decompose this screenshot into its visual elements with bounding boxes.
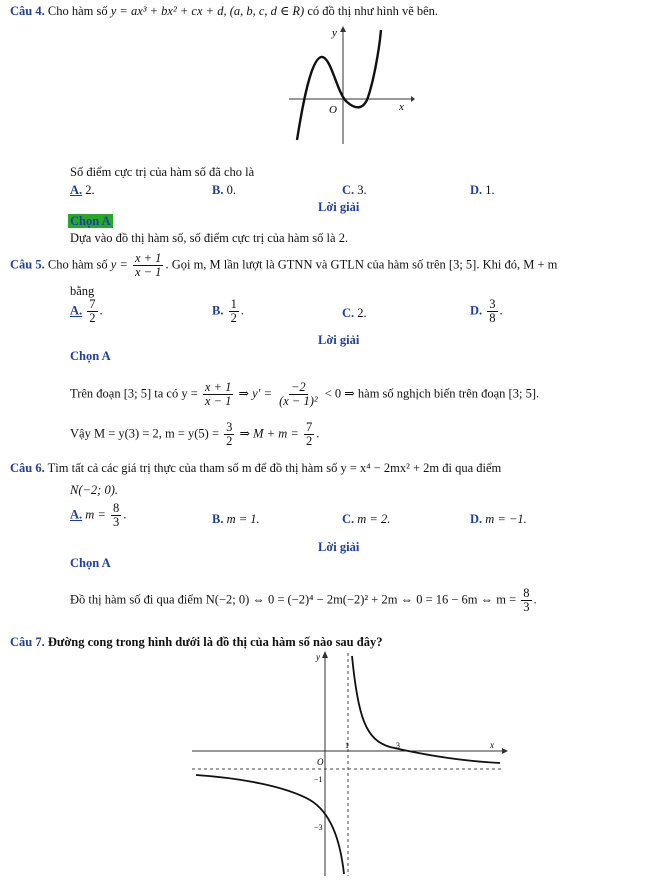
q4-option-b-letter: B. — [212, 183, 224, 197]
q6-line-fraction — [521, 587, 531, 614]
q5-option-d-den: 8 — [489, 311, 496, 326]
q5-func-den: x − 1 — [134, 265, 162, 280]
q4-cubic-curve — [297, 30, 381, 140]
q5-label: Câu 5. — [10, 257, 45, 272]
q6-option-c-value: m = 2. — [357, 512, 391, 526]
q4-option-b-value: 0. — [226, 183, 236, 197]
q4-explain: Dựa vào đồ thị hàm số, số điểm cực trị của hàm số là 2. — [70, 231, 349, 245]
q7-right-branch — [352, 656, 500, 763]
q5-option-a-fraction — [87, 298, 97, 325]
q6-option-d-letter: D. — [470, 512, 483, 526]
q5-line2-num: 3 — [226, 420, 233, 434]
q4-option-b[interactable] — [212, 183, 236, 198]
q5-line1-b: ⇒ y′ = — [238, 386, 272, 401]
q5-line2 — [70, 421, 319, 448]
q6-option-a-letter: A. — [70, 507, 83, 522]
q5-option-d-letter: D. — [470, 303, 483, 318]
q4-option-a-letter: A. — [70, 183, 83, 197]
q6-option-b-letter: B. — [212, 512, 224, 526]
q4-cubic-graph — [285, 22, 415, 147]
q5-line1-c: < 0 ⇒ hàm số nghịch biến trên đoạn [3; 5]. — [324, 386, 540, 401]
q4-answer — [68, 214, 113, 229]
q6-option-a[interactable]: A. m = $\frac{8}{3}$ . — [70, 501, 127, 530]
q5-line1-num: x + 1 — [204, 380, 232, 394]
q5-option-a-letter: A. — [70, 303, 83, 318]
q4-option-c[interactable] — [342, 183, 367, 198]
q4-y-arrow — [340, 26, 346, 32]
q5-option-b-num: 1 — [230, 297, 237, 311]
q4-axis-y: y — [332, 27, 337, 39]
q5-line1-fraction — [203, 381, 233, 408]
q7-y-arrow — [322, 651, 328, 658]
q7-tick-3: 3 — [396, 741, 400, 750]
q6-line-den: 3 — [523, 600, 530, 615]
q5-line2-b: ⇒ M + m = — [239, 426, 299, 441]
q5-option-b-den: 2 — [230, 311, 237, 326]
q6-line-a: Đồ thị hàm số đi qua điểm N(−2; 0) ⇔ 0 = (−2)⁴ − 2m(−2)² + 2m ⇔ 0 = 16 − 6m ⇔ m = — [70, 592, 517, 607]
q6-line — [70, 587, 537, 614]
q6-option-b-value: m = 1. — [226, 512, 260, 526]
q6-option-c[interactable] — [342, 512, 390, 527]
q5-option-c-value: 2. — [357, 306, 367, 320]
q6-option-a-fraction — [111, 502, 121, 529]
q6-option-d-value: m = −1. — [485, 512, 527, 526]
q7-hyperbola-graph — [190, 648, 510, 878]
q4-header — [10, 3, 438, 19]
q4-option-a[interactable] — [70, 183, 95, 198]
q5-header — [10, 252, 557, 279]
q6-answer: Chọn A — [70, 556, 111, 570]
q4-prompt: Số điểm cực trị của hàm số đã cho là — [70, 165, 255, 179]
q4-option-c-letter: C. — [342, 183, 355, 197]
q4-option-d-value: 1. — [485, 183, 495, 197]
q4-axis-x: x — [399, 101, 404, 113]
q5-option-d-num: 3 — [489, 297, 496, 311]
q5-line2-den: 2 — [226, 434, 233, 449]
q6-option-a-den: 3 — [113, 515, 120, 530]
q4-text-a: Cho hàm số — [47, 4, 108, 18]
q5-func-fraction — [133, 252, 163, 279]
q5-line1 — [70, 381, 539, 408]
q5-line2-a: Vậy M = y(3) = 2, m = y(5) = — [70, 426, 220, 441]
q5-line2-num2: 7 — [305, 420, 313, 434]
q5-option-a-den: 2 — [89, 311, 96, 326]
q4-option-c-value: 3. — [357, 183, 367, 197]
q5-option-d[interactable]: D. $\frac{3}{8}$ . — [470, 297, 503, 326]
q7-tick-1: 1 — [345, 741, 349, 750]
q5-line2-end: . — [316, 426, 320, 441]
q4-func: y = ax³ + bx² + cx + d — [110, 4, 224, 18]
q6-option-a-lhs: m = — [85, 507, 106, 522]
q7-label: Câu 7. — [10, 635, 45, 649]
q4-cond: , (a, b, c, d ∈ R) — [223, 4, 305, 18]
q6-header — [10, 461, 501, 476]
q5-option-a-num: 7 — [89, 297, 96, 311]
q7-axis-x: x — [490, 740, 494, 750]
q4-origin: O — [329, 104, 337, 116]
q5-line2-fraction2 — [304, 421, 314, 448]
q5-line1-fraction2 — [277, 381, 320, 408]
q7-tick-m3: −3 — [314, 823, 323, 832]
q7-tick-m1: −1 — [314, 775, 323, 784]
q5-text-b: . Gọi m, M lần lượt là GTNN và GTLN của hàm số trên [3; 5]. Khi đó, M + m — [165, 257, 558, 272]
q5-line1-num2: −2 — [291, 380, 306, 394]
q7-text: Đường cong trong hình dưới là đồ thị của hàm số nào sau đây? — [47, 635, 383, 649]
q4-option-a-value: 2. — [85, 183, 95, 197]
q4-text-b: có đồ thị như hình vẽ bên. — [307, 4, 439, 18]
q5-option-b-letter: B. — [212, 303, 224, 318]
q5-line1-a: Trên đoạn [3; 5] ta có y = — [70, 386, 198, 401]
q6-text-b: N(−2; 0). — [70, 483, 119, 497]
q6-option-b[interactable] — [212, 512, 260, 527]
q5-func-num: x + 1 — [134, 251, 162, 265]
q5-line2-fraction — [224, 421, 234, 448]
q5-option-a[interactable]: A. $\frac{7}{2}$ . — [70, 297, 103, 326]
q4-solution-title: Lời giải — [318, 200, 360, 214]
q4-option-d[interactable] — [470, 183, 495, 198]
q7-x-arrow — [502, 748, 508, 754]
q5-line1-den2: (x − 1)² — [279, 394, 318, 409]
q5-line1-den: x − 1 — [204, 394, 232, 409]
q6-line-num: 8 — [523, 586, 530, 600]
q5-line2-den2: 2 — [305, 434, 313, 449]
q5-text-c: bằng — [70, 284, 95, 298]
q4-label: Câu 4. — [10, 4, 45, 18]
q4-option-d-letter: D. — [470, 183, 483, 197]
q6-line-end: . — [533, 592, 537, 607]
q5-answer: Chọn A — [70, 349, 111, 363]
q6-option-c-letter: C. — [342, 512, 355, 526]
q6-solution-title: Lời giải — [318, 540, 360, 554]
q6-label: Câu 6. — [10, 461, 45, 475]
q5-option-b-fraction — [229, 298, 239, 325]
q5-text-a: Cho hàm số — [47, 257, 108, 272]
q5-option-d-fraction — [487, 298, 497, 325]
q4-answer-text: Chọn A — [70, 214, 111, 228]
q6-option-a-num: 8 — [113, 501, 120, 515]
q5-func-lhs: y = — [110, 257, 128, 272]
q5-solution-title: Lời giải — [318, 333, 360, 347]
q6-option-d[interactable] — [470, 512, 527, 527]
q7-axis-y: y — [316, 652, 320, 662]
q7-origin: O — [317, 757, 324, 767]
q5-option-c[interactable] — [342, 306, 367, 321]
q4-x-arrow — [411, 96, 415, 102]
q6-text-a: Tìm tất cả các giá trị thực của tham số m để đồ thị hàm số y = x⁴ − 2mx² + 2m đi qua điểm — [47, 461, 502, 475]
q5-option-b[interactable]: B. $\frac{1}{2}$ . — [212, 297, 244, 326]
q5-option-c-letter: C. — [342, 306, 355, 320]
